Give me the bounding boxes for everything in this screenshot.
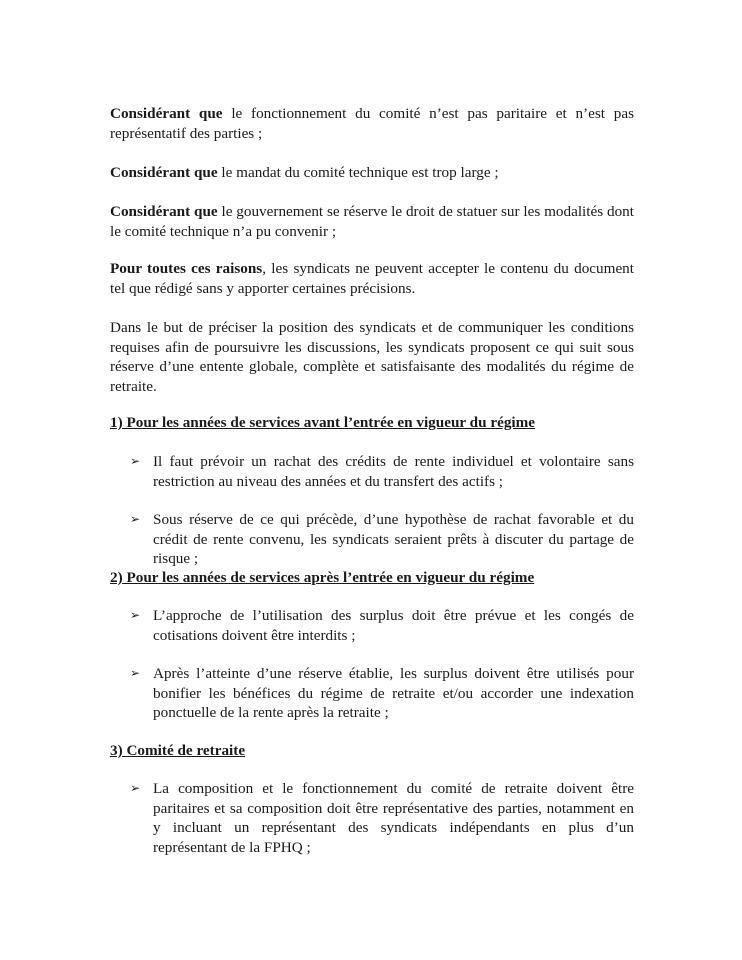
bullet-text: Il faut prévoir un rachat des crédits de rente individuel et volontaire sans restriction au niveau des années et du transfert des actifs ; xyxy=(153,453,634,490)
arrow-bullet-icon: ➢ xyxy=(130,781,141,795)
paragraph-text: le mandat du comité technique est trop large ; xyxy=(217,164,499,181)
section-heading-3: 3) Comité de retraite xyxy=(110,742,246,759)
arrow-bullet-icon: ➢ xyxy=(130,454,141,468)
bullet-text: L’approche de l’utilisation des surplus doit être prévue et les congés de cotisations doivent être interdits ; xyxy=(153,607,634,644)
arrow-bullet-icon: ➢ xyxy=(130,666,141,680)
paragraph-text: le gouvernement se réserve le droit de statuer sur les modalités dont le comité technique n’a pu convenir ; xyxy=(110,203,634,240)
bullet-item xyxy=(130,606,634,645)
paragraph-considerant-2 xyxy=(110,163,634,183)
bullet-text: Après l’atteinte d’une réserve établie, les surplus doivent être utilisés pour bonifier les bénéfices du régime de retraite et/ou accorder une indexation ponctuelle de la rente après la retraite ; xyxy=(153,665,634,721)
bullet-item xyxy=(130,452,634,491)
paragraph-considerant-1 xyxy=(110,104,634,143)
bullet-text: La composition et le fonctionnement du comité de retraite doivent être paritaires et sa composition doit être représentative des parties, notamment en y incluant un représentant des syndicats indépendants en plus d’un représentant de la FPHQ ; xyxy=(153,780,634,856)
section-heading-2: 2) Pour les années de services après l’entrée en vigueur du régime xyxy=(110,569,535,586)
paragraph-lead: Considérant que xyxy=(110,203,218,220)
paragraph-intro-conditions xyxy=(110,318,634,396)
paragraph-lead: Pour toutes ces raisons xyxy=(110,260,263,277)
paragraph-considerant-3 xyxy=(110,202,634,241)
bullet-item xyxy=(130,664,634,723)
paragraph-text: Dans le but de préciser la position des syndicats et de communiquer les conditions requises afin de poursuivre les discussions, les syndicats proposent ce qui suit sous réserve d’une entente globale, complète et satisfaisante des modalités du régime de retraite. xyxy=(110,319,634,395)
section-heading-1: 1) Pour les années de services avant l’entrée en vigueur du régime xyxy=(110,414,536,431)
paragraph-pour-toutes-ces-raisons xyxy=(110,259,634,298)
bullet-item xyxy=(130,510,634,569)
paragraph-text: , les syndicats ne peuvent accepter le contenu du document tel que rédigé sans y apporter certaines précisions. xyxy=(110,260,634,297)
arrow-bullet-icon: ➢ xyxy=(130,608,141,622)
paragraph-lead: Considérant que xyxy=(110,164,218,181)
arrow-bullet-icon: ➢ xyxy=(130,512,141,526)
paragraph-lead: Considérant que xyxy=(110,105,223,122)
bullet-text: Sous réserve de ce qui précède, d’une hypothèse de rachat favorable et du crédit de rente convenu, les syndicats seraient prêts à discuter du partage de risque ; xyxy=(153,511,634,567)
paragraph-text: le fonctionnement du comité n’est pas paritaire et n’est pas représentatif des parties ; xyxy=(110,105,634,142)
bullet-item xyxy=(130,779,634,857)
